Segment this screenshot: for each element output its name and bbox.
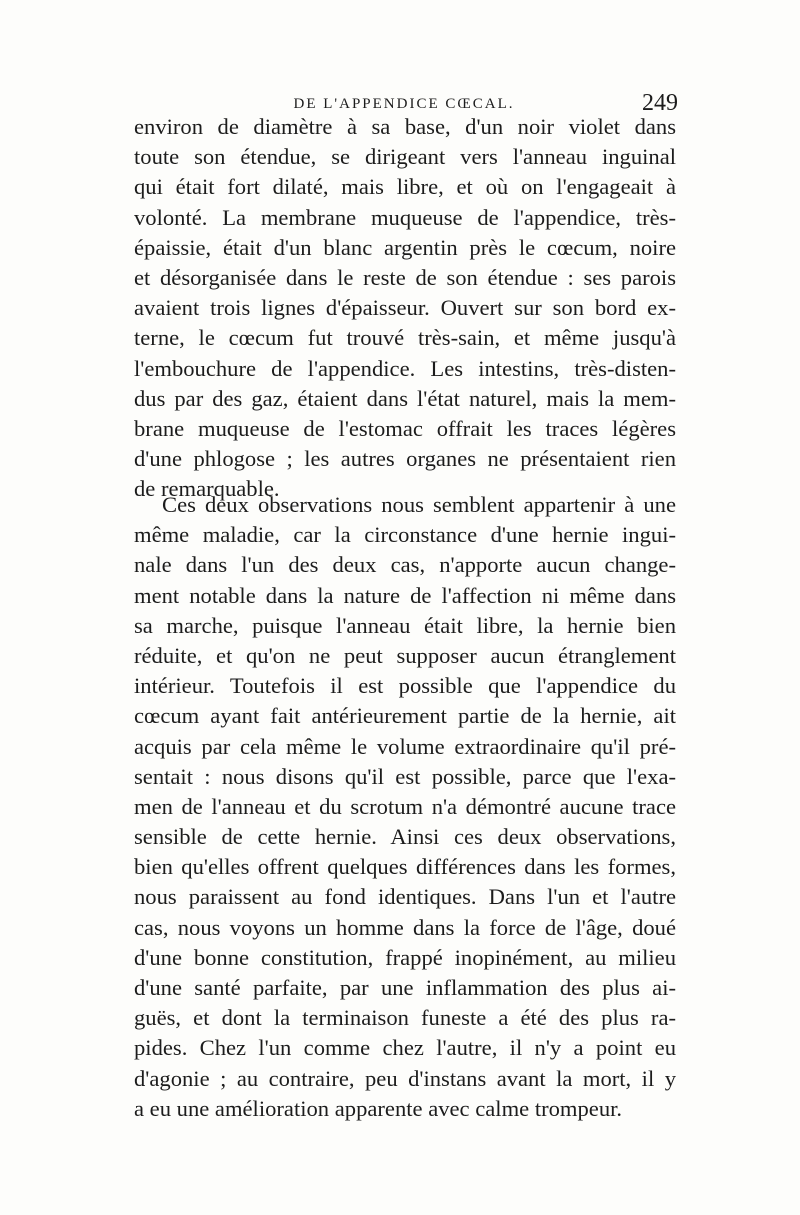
text-line: d'agonie ; au contraire, peu d'instans avant la mort, il y <box>134 1065 676 1091</box>
text-line: de remarquable. <box>134 476 280 502</box>
text-line: avaient trois lignes d'épaisseur. Ouvert sur son bord ex- <box>134 295 676 321</box>
text-line: l'embouchure de l'appendice. Les intestins, très-disten- <box>134 355 676 381</box>
text-line: réduite, et qu'on ne peut supposer aucun étranglement <box>134 642 676 668</box>
text-line: brane muqueuse de l'estomac offrait les traces légères <box>134 415 676 441</box>
text-line: pides. Chez l'un comme chez l'autre, il n'y a point eu <box>134 1035 676 1061</box>
text-line: nous paraissent au fond identiques. Dans l'un et l'autre <box>134 884 676 910</box>
text-line: qui était fort dilaté, mais libre, et où on l'engageait à <box>134 174 676 200</box>
text-line: men de l'anneau et du scrotum n'a démontré aucune trace <box>134 793 676 819</box>
text-line: a eu une amélioration apparente avec calme trompeur. <box>134 1095 623 1121</box>
text-line: et désorganisée dans le reste de son étendue : ses parois <box>134 264 676 290</box>
text-line: toute son étendue, se dirigeant vers l'anneau inguinal <box>134 144 676 170</box>
page-number: 249 <box>642 90 678 116</box>
running-title: DE L'APPENDICE CŒCAL. <box>293 96 515 112</box>
text-line: d'une phlogose ; les autres organes ne présentaient rien <box>134 446 676 472</box>
text-line: nale dans l'un des deux cas, n'apporte aucun change- <box>134 552 676 578</box>
text-line: même maladie, car la circonstance d'une hernie ingui- <box>134 522 676 548</box>
text-line: sa marche, puisque l'anneau était libre, la hernie bien <box>134 612 676 638</box>
text-line: intérieur. Toutefois il est possible que l'appendice du <box>134 673 676 699</box>
text-line: volonté. La membrane muqueuse de l'appendice, très- <box>134 204 676 230</box>
text-line: d'une bonne constitution, frappé inopinément, au milieu <box>134 944 676 970</box>
text-line: guës, et dont la terminaison funeste a été des plus ra- <box>134 1005 676 1031</box>
text-line: terne, le cœcum fut trouvé très-sain, et même jusqu'à <box>134 325 676 351</box>
text-line: d'une santé parfaite, par une inflammation des plus ai- <box>134 975 676 1000</box>
paragraph-1 <box>134 112 676 504</box>
text-line: environ de diamètre à sa base, d'un noir violet dans <box>134 114 676 139</box>
text-line: sentait : nous disons qu'il est possible, parce que l'exa- <box>134 763 676 789</box>
text-line: Ces deux observations nous semblent appartenir à une <box>162 492 676 517</box>
text-line: bien qu'elles offrent quelques différences dans les formes, <box>134 854 676 880</box>
text-line: sensible de cette hernie. Ainsi ces deux observations, <box>134 824 676 850</box>
text-line: ment notable dans la nature de l'affection ni même dans <box>134 582 676 608</box>
text-line: épaissie, était d'un blanc argentin près le cœcum, noire <box>134 234 676 260</box>
text-line: acquis par cela même le volume extraordinaire qu'il pré- <box>134 733 676 759</box>
text-line: dus par des gaz, étaient dans l'état naturel, mais la mem- <box>134 385 676 411</box>
text-line: cas, nous voyons un homme dans la force de l'âge, doué <box>134 914 676 940</box>
text-line: cœcum ayant fait antérieurement partie de la hernie, ait <box>134 703 676 729</box>
paragraph-2 <box>134 490 676 1124</box>
